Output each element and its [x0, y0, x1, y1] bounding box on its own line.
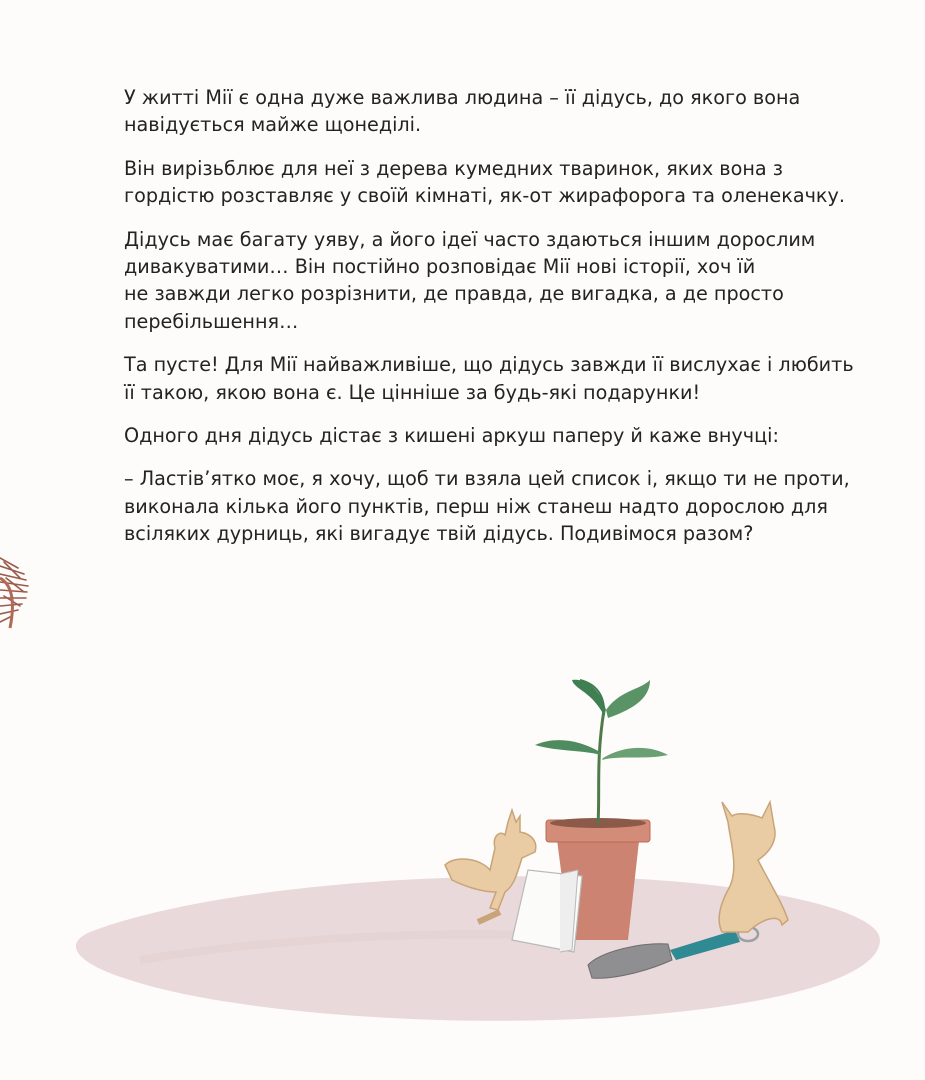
- paragraph-3: Дідусь має багату уяву, а його ідеї часто здаються іншим дорослим дивакуватими… Він постійно розповідає Мії нові історії, хоч їй не завжди легко розрізнити, де правда, де вигадка, а де просто перебільшення…: [124, 227, 816, 333]
- paragraph-6: – Ластів’ятко моє, я хочу, щоб ти взяла цей список і, якщо ти не проти, виконала кілька його пунктів, перш ніж станеш надто дорослою для всіляких дурниць, які вигадує твій дідусь. Подивімося разом?: [124, 467, 850, 546]
- wooden-giraffe-unicorn-toy: [719, 802, 788, 932]
- oak-seedling: [535, 680, 668, 824]
- paragraph-2: Він вирізьблює для неї з дерева кумедних тваринок, яких вона з гордістю розставляє у своїй кімнаті, як-от жирафорога та оленекачку.: [124, 156, 845, 208]
- still-life-illustration: [0, 540, 925, 1080]
- paragraph-5: Одного дня дідусь дістає з кишені аркуш паперу й каже внучці:: [124, 424, 779, 448]
- paragraph-1: У житті Мії є одна дуже важлива людина – її дідусь, до якого вона навідується майже щонеділі.: [124, 86, 801, 137]
- story-text: [124, 84, 864, 564]
- paragraph-4: Та пусте! Для Мії найважливіше, що дідусь завжди її вислухає і любить її такою, якою вона є. Це цінніше за будь-які подарунки!: [124, 353, 854, 404]
